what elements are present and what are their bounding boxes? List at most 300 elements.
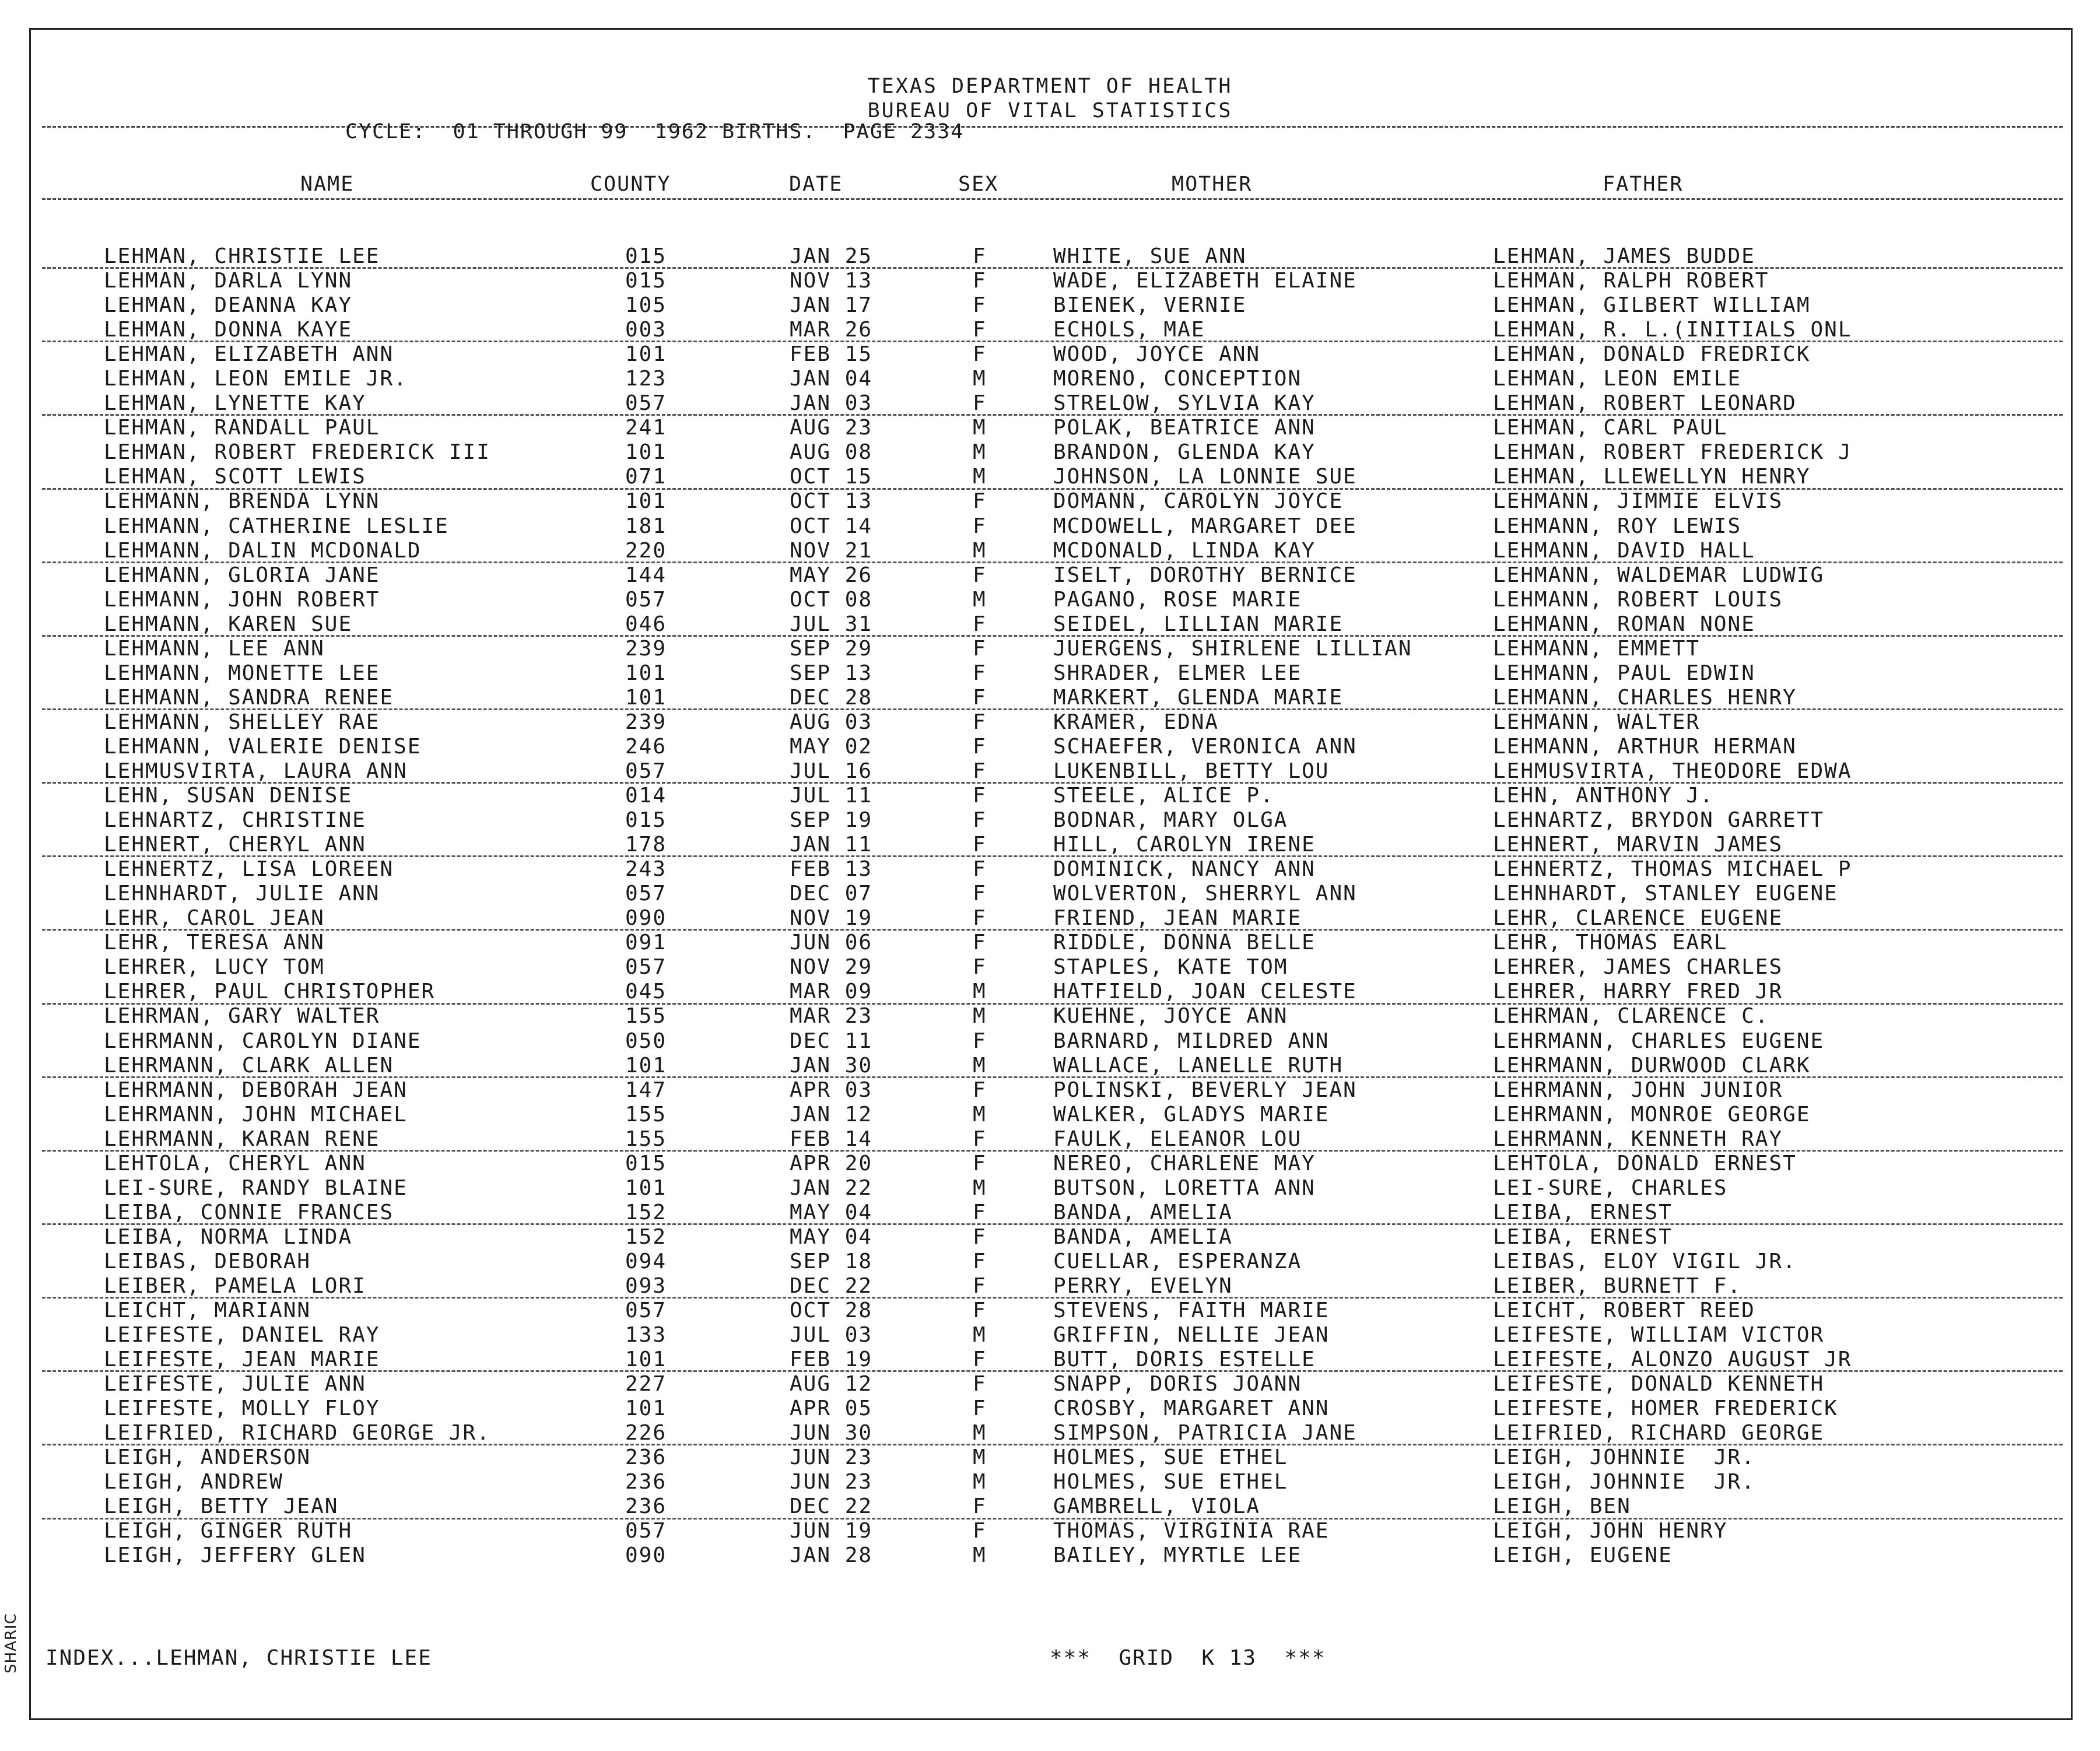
cell-name: LEHMAN, DEANNA KAY xyxy=(104,293,353,318)
table-row xyxy=(0,784,2100,809)
cell-sex: F xyxy=(973,833,987,857)
cell-mother: HATFIELD, JOAN CELESTE xyxy=(1053,980,1357,1004)
cell-sex: M xyxy=(973,587,987,612)
column-header-mother: MOTHER xyxy=(1172,173,1253,196)
cell-father: LEIFESTE, HOMER FREDERICK xyxy=(1493,1396,1838,1421)
table-row xyxy=(0,416,2100,441)
cell-date: JAN 03 xyxy=(790,391,873,416)
cell-mother: STEELE, ALICE P. xyxy=(1053,784,1274,808)
cell-sex: F xyxy=(973,1249,987,1273)
cell-mother: THOMAS, VIRGINIA RAE xyxy=(1053,1519,1330,1543)
table-row xyxy=(0,956,2100,980)
cell-mother: BUTT, DORIS ESTELLE xyxy=(1053,1348,1316,1372)
cell-name: LEHMANN, SHELLEY RAE xyxy=(104,710,380,734)
cell-father: LEIFESTE, ALONZO AUGUST JR xyxy=(1493,1348,1852,1372)
cell-father: LEIBER, BURNETT F. xyxy=(1493,1273,1742,1298)
cell-name: LEHRMANN, DEBORAH JEAN xyxy=(104,1078,408,1102)
cell-name: LEHMANN, LEE ANN xyxy=(104,636,325,661)
cell-date: JUL 16 xyxy=(790,759,873,783)
cell-name: LEHNARTZ, CHRISTINE xyxy=(104,808,366,833)
cell-sex: F xyxy=(973,882,987,906)
cell-county: 133 xyxy=(625,1323,667,1348)
cell-father: LEICHT, ROBERT REED xyxy=(1493,1299,1755,1323)
cell-date: MAY 02 xyxy=(790,734,873,759)
table-row xyxy=(0,1397,2100,1422)
column-header-date: DATE xyxy=(789,173,843,196)
cell-date: AUG 08 xyxy=(790,440,873,465)
cell-county: 220 xyxy=(625,538,667,563)
cell-sex: F xyxy=(973,759,987,783)
table-row xyxy=(0,760,2100,784)
cell-county: 091 xyxy=(625,931,667,955)
cell-date: NOV 21 xyxy=(790,538,873,563)
cell-sex: M xyxy=(973,1175,987,1200)
cell-mother: BANDA, AMELIA xyxy=(1053,1200,1233,1224)
cell-date: OCT 28 xyxy=(790,1299,873,1323)
table-row xyxy=(0,465,2100,490)
cell-date: JUN 19 xyxy=(790,1519,873,1543)
cell-sex: M xyxy=(973,1102,987,1127)
cell-name: LEHMANN, KAREN SUE xyxy=(104,612,353,636)
cell-mother: MCDONALD, LINDA KAY xyxy=(1053,538,1316,563)
cell-mother: WHITE, SUE ANN xyxy=(1053,244,1247,268)
cell-sex: F xyxy=(973,1519,987,1543)
cell-date: JUL 11 xyxy=(790,784,873,808)
cell-name: LEHRMAN, GARY WALTER xyxy=(104,1004,380,1029)
cell-name: LEHMAN, SCOTT LEWIS xyxy=(104,465,366,489)
cell-father: LEHRMAN, CLARENCE C. xyxy=(1493,1004,1769,1029)
row-separator xyxy=(42,1444,2063,1445)
cell-date: FEB 15 xyxy=(790,342,873,367)
cell-mother: MORENO, CONCEPTION xyxy=(1053,367,1302,391)
cell-date: DEC 22 xyxy=(790,1273,873,1298)
cell-date: JAN 25 xyxy=(790,244,873,268)
cell-father: LEHMANN, EMMETT xyxy=(1493,636,1701,661)
cell-mother: JOHNSON, LA LONNIE SUE xyxy=(1053,465,1357,489)
cell-father: LEHMANN, DAVID HALL xyxy=(1493,538,1755,563)
cell-sex: M xyxy=(973,980,987,1004)
cell-date: FEB 14 xyxy=(790,1127,873,1151)
cell-name: LEHMANN, DALIN MCDONALD xyxy=(104,538,422,563)
cell-sex: M xyxy=(973,465,987,489)
cell-county: 155 xyxy=(625,1102,667,1127)
cell-county: 243 xyxy=(625,857,667,882)
table-row xyxy=(0,735,2100,760)
cell-date: FEB 19 xyxy=(790,1348,873,1372)
cell-county: 090 xyxy=(625,1543,667,1568)
cell-father: LEHMAN, R. L.(INITIALS ONL xyxy=(1493,318,1852,342)
cell-county: 094 xyxy=(625,1249,667,1273)
table-row xyxy=(0,980,2100,1005)
table-row xyxy=(0,269,2100,294)
cell-name: LEHMANN, MONETTE LEE xyxy=(104,661,380,685)
cell-county: 015 xyxy=(625,269,667,293)
cell-father: LEHNARTZ, BRYDON GARRETT xyxy=(1493,808,1825,833)
table-row xyxy=(0,907,2100,931)
table-row xyxy=(0,1030,2100,1054)
cell-date: OCT 08 xyxy=(790,587,873,612)
cell-sex: F xyxy=(973,318,987,342)
cell-date: JAN 11 xyxy=(790,833,873,857)
table-row xyxy=(0,564,2100,588)
table-row xyxy=(0,1471,2100,1495)
cell-county: 101 xyxy=(625,489,667,514)
cell-county: 152 xyxy=(625,1224,667,1249)
cell-date: JAN 28 xyxy=(790,1543,873,1568)
cell-sex: M xyxy=(973,1445,987,1470)
cell-county: 241 xyxy=(625,416,667,440)
table-row xyxy=(0,1348,2100,1373)
cell-sex: F xyxy=(973,293,987,318)
cell-father: LEHMANN, ROMAN NONE xyxy=(1493,612,1755,636)
cell-father: LEIGH, EUGENE xyxy=(1493,1543,1673,1568)
cell-mother: LUKENBILL, BETTY LOU xyxy=(1053,759,1330,783)
cell-date: DEC 28 xyxy=(790,685,873,710)
cell-date: DEC 22 xyxy=(790,1494,873,1519)
cell-mother: SHRADER, ELMER LEE xyxy=(1053,661,1302,685)
cell-sex: F xyxy=(973,514,987,538)
cell-sex: F xyxy=(973,734,987,759)
cell-county: 093 xyxy=(625,1273,667,1298)
cell-name: LEHMUSVIRTA, LAURA ANN xyxy=(104,759,408,783)
table-row xyxy=(0,1544,2100,1568)
cell-mother: SEIDEL, LILLIAN MARIE xyxy=(1053,612,1344,636)
cell-mother: BIENEK, VERNIE xyxy=(1053,293,1247,318)
table-row xyxy=(0,318,2100,343)
cell-county: 101 xyxy=(625,685,667,710)
cell-name: LEIBER, PAMELA LORI xyxy=(104,1273,366,1298)
cell-name: LEIFESTE, MOLLY FLOY xyxy=(104,1396,380,1421)
column-header-county: COUNTY xyxy=(590,173,671,196)
table-row xyxy=(0,1152,2100,1177)
cell-date: SEP 13 xyxy=(790,661,873,685)
cell-sex: F xyxy=(973,1299,987,1323)
cell-father: LEHRMANN, DURWOOD CLARK xyxy=(1493,1053,1811,1078)
cell-mother: SIMPSON, PATRICIA JANE xyxy=(1053,1421,1357,1445)
cell-sex: M xyxy=(973,416,987,440)
cell-sex: F xyxy=(973,489,987,514)
cell-father: LEHNERTZ, THOMAS MICHAEL P xyxy=(1493,857,1852,882)
cell-date: MAY 04 xyxy=(790,1224,873,1249)
cell-name: LEHMANN, GLORIA JANE xyxy=(104,563,380,587)
table-row xyxy=(0,441,2100,465)
table-row xyxy=(0,1422,2100,1446)
cell-mother: BUTSON, LORETTA ANN xyxy=(1053,1175,1316,1200)
cell-name: LEHRMANN, CAROLYN DIANE xyxy=(104,1029,422,1053)
cell-sex: F xyxy=(973,1151,987,1175)
cell-sex: M xyxy=(973,1323,987,1348)
cell-name: LEIGH, GINGER RUTH xyxy=(104,1519,353,1543)
cell-sex: M xyxy=(973,367,987,391)
cell-mother: CROSBY, MARGARET ANN xyxy=(1053,1396,1330,1421)
cell-name: LEHMAN, CHRISTIE LEE xyxy=(104,244,380,268)
cell-mother: GAMBRELL, VIOLA xyxy=(1053,1494,1261,1519)
cell-father: LEIBAS, ELOY VIGIL JR. xyxy=(1493,1249,1797,1273)
table-row xyxy=(0,1201,2100,1226)
cell-mother: DOMANN, CAROLYN JOYCE xyxy=(1053,489,1344,514)
cell-mother: STRELOW, SYLVIA KAY xyxy=(1053,391,1316,416)
cell-county: 101 xyxy=(625,661,667,685)
cell-mother: WADE, ELIZABETH ELAINE xyxy=(1053,269,1357,293)
cell-mother: STAPLES, KATE TOM xyxy=(1053,955,1288,980)
cell-date: JAN 17 xyxy=(790,293,873,318)
cell-father: LEHMAN, DONALD FREDRICK xyxy=(1493,342,1811,367)
cell-name: LEHRMANN, JOHN MICHAEL xyxy=(104,1102,408,1127)
table-row xyxy=(0,1275,2100,1299)
cell-father: LEIBA, ERNEST xyxy=(1493,1200,1673,1224)
cell-father: LEI-SURE, CHARLES xyxy=(1493,1175,1728,1200)
cell-date: MAR 26 xyxy=(790,318,873,342)
cell-name: LEI-SURE, RANDY BLAINE xyxy=(104,1175,408,1200)
cell-county: 144 xyxy=(625,563,667,587)
cell-father: LEHR, THOMAS EARL xyxy=(1493,931,1728,955)
index-footer: INDEX...LEHMAN, CHRISTIE LEE xyxy=(45,1646,432,1670)
cell-county: 057 xyxy=(625,955,667,980)
cell-mother: PAGANO, ROSE MARIE xyxy=(1053,587,1302,612)
cell-date: JUN 30 xyxy=(790,1421,873,1445)
table-row xyxy=(0,490,2100,514)
cell-date: AUG 23 xyxy=(790,416,873,440)
cell-county: 101 xyxy=(625,440,667,465)
table-row xyxy=(0,1324,2100,1348)
table-row xyxy=(0,367,2100,392)
table-row xyxy=(0,294,2100,318)
cell-date: MAR 23 xyxy=(790,1004,873,1029)
cell-name: LEHN, SUSAN DENISE xyxy=(104,784,353,808)
cell-mother: WALLACE, LANELLE RUTH xyxy=(1053,1053,1344,1078)
cell-name: LEHR, TERESA ANN xyxy=(104,931,325,955)
cell-county: 057 xyxy=(625,882,667,906)
cell-sex: F xyxy=(973,1078,987,1102)
cell-mother: SNAPP, DORIS JOANN xyxy=(1053,1372,1302,1396)
cell-mother: PERRY, EVELYN xyxy=(1053,1273,1233,1298)
cell-sex: M xyxy=(973,1053,987,1078)
cell-father: LEIBA, ERNEST xyxy=(1493,1224,1673,1249)
cell-name: LEHRMANN, KARAN RENE xyxy=(104,1127,380,1151)
cell-county: 015 xyxy=(625,1151,667,1175)
cell-date: JAN 04 xyxy=(790,367,873,391)
column-header-divider xyxy=(42,198,2063,200)
cell-mother: CUELLAR, ESPERANZA xyxy=(1053,1249,1302,1273)
cell-name: LEHMAN, ELIZABETH ANN xyxy=(104,342,394,367)
table-row xyxy=(0,662,2100,686)
cell-date: AUG 12 xyxy=(790,1372,873,1396)
cell-mother: NEREO, CHARLENE MAY xyxy=(1053,1151,1316,1175)
table-row xyxy=(0,858,2100,882)
cell-mother: POLAK, BEATRICE ANN xyxy=(1053,416,1316,440)
cell-name: LEIFESTE, DANIEL RAY xyxy=(104,1323,380,1348)
cell-date: APR 20 xyxy=(790,1151,873,1175)
cell-father: LEIGH, JOHN HENRY xyxy=(1493,1519,1728,1543)
cell-father: LEHMAN, ROBERT FREDERICK J xyxy=(1493,440,1852,465)
cell-county: 057 xyxy=(625,1519,667,1543)
table-row xyxy=(0,1495,2100,1520)
cell-county: 155 xyxy=(625,1004,667,1029)
table-row xyxy=(0,1128,2100,1152)
cell-name: LEIGH, ANDREW xyxy=(104,1470,283,1494)
table-row xyxy=(0,1520,2100,1544)
birth-records-list xyxy=(0,245,2100,1569)
cell-sex: M xyxy=(973,1004,987,1029)
cell-name: LEHNHARDT, JULIE ANN xyxy=(104,882,380,906)
cell-father: LEHNHARDT, STANLEY EUGENE xyxy=(1493,882,1838,906)
cell-county: 057 xyxy=(625,1299,667,1323)
cell-sex: F xyxy=(973,391,987,416)
cell-sex: F xyxy=(973,342,987,367)
table-row xyxy=(0,809,2100,833)
cell-sex: F xyxy=(973,612,987,636)
table-row xyxy=(0,1005,2100,1029)
cell-county: 057 xyxy=(625,759,667,783)
table-row xyxy=(0,588,2100,613)
table-row xyxy=(0,1299,2100,1324)
table-row xyxy=(0,711,2100,735)
cell-date: MAY 04 xyxy=(790,1200,873,1224)
cell-sex: M xyxy=(973,1470,987,1494)
cell-mother: POLINSKI, BEVERLY JEAN xyxy=(1053,1078,1357,1102)
column-header-name: NAME xyxy=(300,173,355,196)
cell-date: JAN 30 xyxy=(790,1053,873,1078)
cell-name: LEIFESTE, JEAN MARIE xyxy=(104,1348,380,1372)
cell-date: NOV 29 xyxy=(790,955,873,980)
cell-date: OCT 15 xyxy=(790,465,873,489)
cell-name: LEHMAN, DONNA KAYE xyxy=(104,318,353,342)
table-row xyxy=(0,686,2100,711)
cell-mother: WOLVERTON, SHERRYL ANN xyxy=(1053,882,1357,906)
cell-mother: SCHAEFER, VERONICA ANN xyxy=(1053,734,1357,759)
cell-mother: BAILEY, MYRTLE LEE xyxy=(1053,1543,1302,1568)
cell-name: LEHR, CAROL JEAN xyxy=(104,906,325,931)
cell-name: LEHMANN, CATHERINE LESLIE xyxy=(104,514,449,538)
cell-county: 057 xyxy=(625,587,667,612)
cell-mother: BANDA, AMELIA xyxy=(1053,1224,1233,1249)
cell-father: LEHTOLA, DONALD ERNEST xyxy=(1493,1151,1797,1175)
table-row xyxy=(0,1373,2100,1397)
cell-mother: GRIFFIN, NELLIE JEAN xyxy=(1053,1323,1330,1348)
cell-date: FEB 13 xyxy=(790,857,873,882)
table-row xyxy=(0,1177,2100,1201)
cell-county: 227 xyxy=(625,1372,667,1396)
cell-county: 050 xyxy=(625,1029,667,1053)
cell-sex: F xyxy=(973,244,987,268)
cell-father: LEIGH, JOHNNIE JR. xyxy=(1493,1470,1755,1494)
side-stamp-label: SHARIC xyxy=(2,1613,20,1673)
cell-county: 101 xyxy=(625,1175,667,1200)
cell-sex: F xyxy=(973,1372,987,1396)
cell-date: SEP 18 xyxy=(790,1249,873,1273)
table-row xyxy=(0,1226,2100,1250)
cell-county: 101 xyxy=(625,342,667,367)
cell-sex: F xyxy=(973,857,987,882)
cell-mother: KUEHNE, JOYCE ANN xyxy=(1053,1004,1288,1029)
table-row xyxy=(0,1446,2100,1471)
cell-father: LEIGH, BEN xyxy=(1493,1494,1631,1519)
cell-county: 123 xyxy=(625,367,667,391)
table-row xyxy=(0,539,2100,564)
cell-father: LEHMAN, RALPH ROBERT xyxy=(1493,269,1769,293)
cell-county: 178 xyxy=(625,833,667,857)
table-row xyxy=(0,515,2100,539)
table-row xyxy=(0,833,2100,858)
cell-date: JUN 23 xyxy=(790,1445,873,1470)
cell-county: 014 xyxy=(625,784,667,808)
cell-date: SEP 29 xyxy=(790,636,873,661)
cell-sex: M xyxy=(973,538,987,563)
cell-name: LEIGH, JEFFERY GLEN xyxy=(104,1543,366,1568)
cell-father: LEHMAN, CARL PAUL xyxy=(1493,416,1728,440)
cell-name: LEIBAS, DEBORAH xyxy=(104,1249,311,1273)
cell-father: LEHMAN, LLEWELLYN HENRY xyxy=(1493,465,1811,489)
cell-county: 101 xyxy=(625,1396,667,1421)
cell-name: LEIBA, NORMA LINDA xyxy=(104,1224,353,1249)
cell-county: 101 xyxy=(625,1348,667,1372)
cell-county: 015 xyxy=(625,244,667,268)
table-row xyxy=(0,1079,2100,1103)
cell-date: JUL 03 xyxy=(790,1323,873,1348)
cell-mother: ISELT, DOROTHY BERNICE xyxy=(1053,563,1357,587)
cell-date: NOV 19 xyxy=(790,906,873,931)
cell-mother: WALKER, GLADYS MARIE xyxy=(1053,1102,1330,1127)
cell-date: DEC 07 xyxy=(790,882,873,906)
cell-date: JUN 06 xyxy=(790,931,873,955)
cell-sex: F xyxy=(973,1127,987,1151)
cell-county: 090 xyxy=(625,906,667,931)
cell-father: LEHMANN, PAUL EDWIN xyxy=(1493,661,1755,685)
cell-county: 246 xyxy=(625,734,667,759)
cell-name: LEHMAN, RANDALL PAUL xyxy=(104,416,380,440)
cell-mother: JUERGENS, SHIRLENE LILLIAN xyxy=(1053,636,1412,661)
cell-sex: F xyxy=(973,1029,987,1053)
cell-father: LEHMANN, WALTER xyxy=(1493,710,1701,734)
cell-mother: BARNARD, MILDRED ANN xyxy=(1053,1029,1330,1053)
cell-date: APR 03 xyxy=(790,1078,873,1102)
table-row xyxy=(0,931,2100,956)
cell-father: LEHMAN, GILBERT WILLIAM xyxy=(1493,293,1811,318)
cell-name: LEHMANN, BRENDA LYNN xyxy=(104,489,380,514)
cell-father: LEIFESTE, WILLIAM VICTOR xyxy=(1493,1323,1825,1348)
cell-mother: HOLMES, SUE ETHEL xyxy=(1053,1470,1288,1494)
cell-date: MAR 09 xyxy=(790,980,873,1004)
cell-date: JUL 31 xyxy=(790,612,873,636)
cell-father: LEHRMANN, KENNETH RAY xyxy=(1493,1127,1783,1151)
cell-father: LEHRMANN, JOHN JUNIOR xyxy=(1493,1078,1783,1102)
department-title: TEXAS DEPARTMENT OF HEALTH xyxy=(867,75,1233,98)
cell-mother: MARKERT, GLENDA MARIE xyxy=(1053,685,1344,710)
cell-father: LEHRER, JAMES CHARLES xyxy=(1493,955,1783,980)
cell-name: LEHMANN, JOHN ROBERT xyxy=(104,587,380,612)
column-header-father: FATHER xyxy=(1603,173,1684,196)
cell-county: 236 xyxy=(625,1445,667,1470)
cell-name: LEHNERTZ, LISA LOREEN xyxy=(104,857,394,882)
cell-father: LEHRMANN, CHARLES EUGENE xyxy=(1493,1029,1825,1053)
cell-father: LEHMAN, ROBERT LEONARD xyxy=(1493,391,1797,416)
cell-father: LEHMUSVIRTA, THEODORE EDWA xyxy=(1493,759,1852,783)
row-separator xyxy=(42,929,2063,931)
cell-sex: F xyxy=(973,1200,987,1224)
cell-name: LEIFESTE, JULIE ANN xyxy=(104,1372,366,1396)
cell-sex: F xyxy=(973,661,987,685)
cell-name: LEIFRIED, RICHARD GEORGE JR. xyxy=(104,1421,490,1445)
cell-county: 181 xyxy=(625,514,667,538)
column-header-sex: SEX xyxy=(958,173,999,196)
cell-father: LEHR, CLARENCE EUGENE xyxy=(1493,906,1783,931)
table-row xyxy=(0,245,2100,269)
table-row xyxy=(0,1054,2100,1079)
cell-county: 071 xyxy=(625,465,667,489)
cell-sex: F xyxy=(973,808,987,833)
cell-father: LEHRMANN, MONROE GEORGE xyxy=(1493,1102,1811,1127)
cell-date: JAN 12 xyxy=(790,1102,873,1127)
